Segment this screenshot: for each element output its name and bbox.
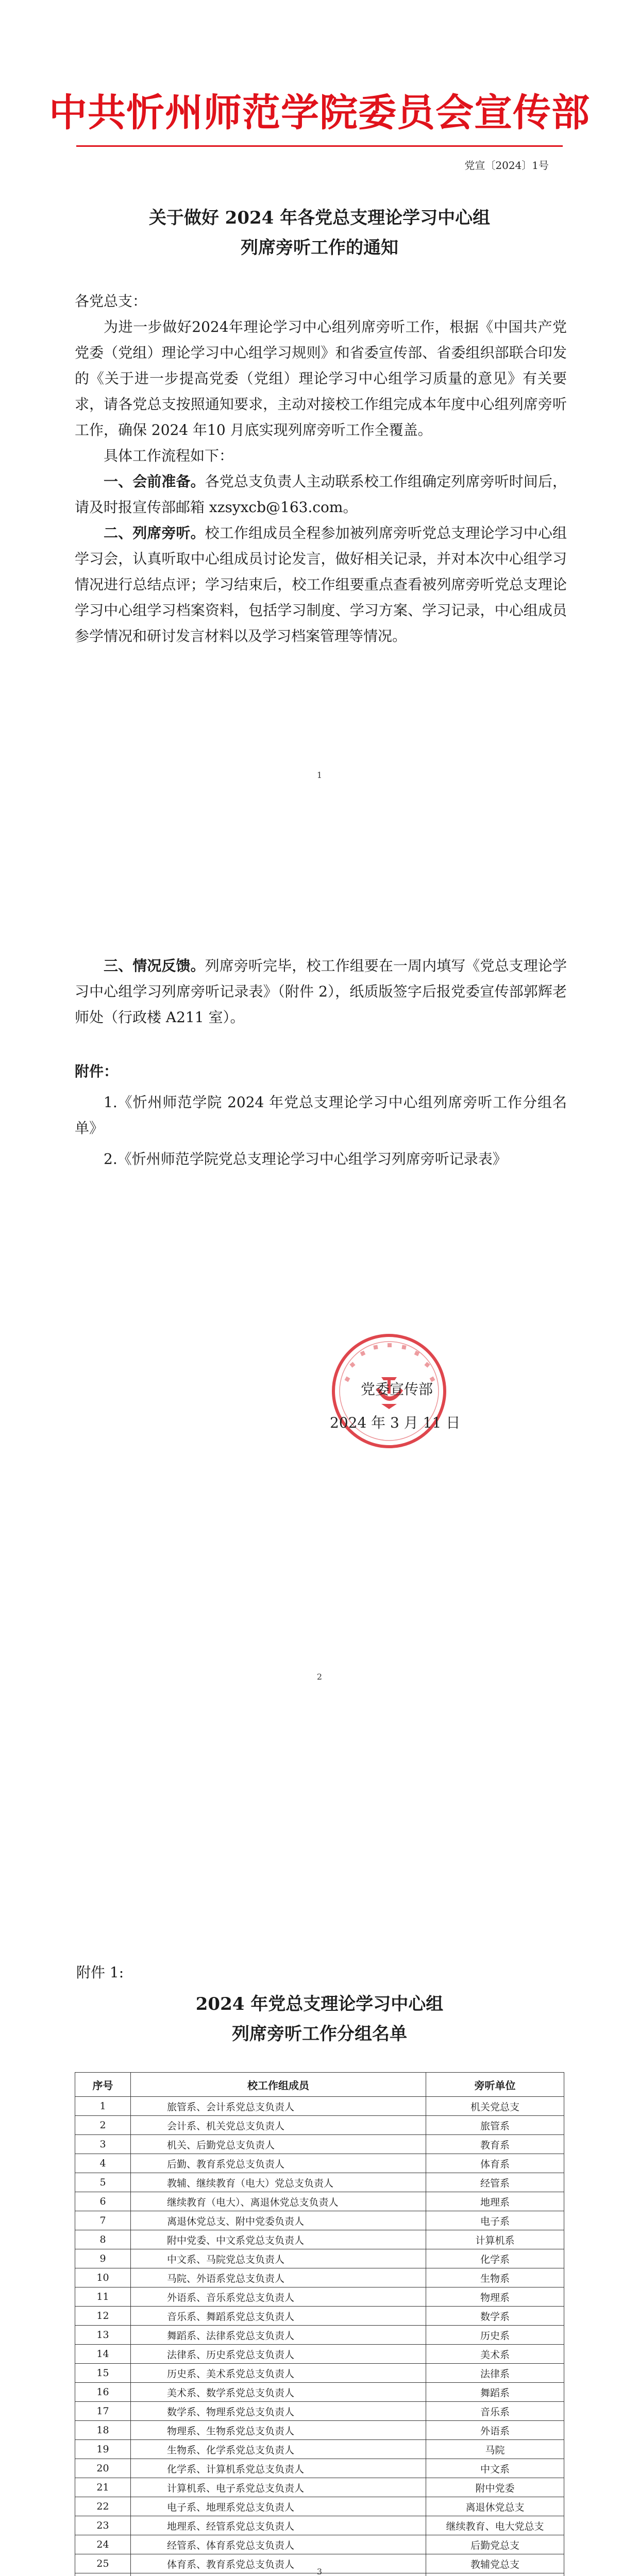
cell-members: 中文系、马院党总支负责人 <box>131 2249 426 2268</box>
notice-body-continued <box>75 953 567 1030</box>
cell-index: 2 <box>75 2116 131 2135</box>
cell-index: 19 <box>75 2440 131 2459</box>
cell-index: 3 <box>75 2135 131 2154</box>
cell-index: 6 <box>75 2192 131 2211</box>
page-number: 1 <box>316 770 323 780</box>
cell-members: 化学系、计算机系党总支负责人 <box>131 2459 426 2478</box>
attachment-item-1: 1.《忻州师范学院 2024 年党总支理论学习中心组列席旁听工作分组名单》 <box>75 1094 567 1137</box>
annex-title-line1: 2024 年党总支理论学习中心组 <box>195 1994 444 2014</box>
salutation: 各党总支： <box>75 293 147 310</box>
paragraph-intro: 为进一步做好2024年理论学习中心组列席旁听工作，根据《中国共产党党委（党组）理论学习中心组学习规则》和省委宣传部、省委组织部联合印发的《关于进一步提高党委（党组）理论学习中心组学习质量的意见》有关要求，请各党总支按照通知要求，主动对接校工作组完成本年度中心组列席旁听工作，确保 2024 年10 月底实现列席旁听工作全覆盖。 <box>75 318 567 438</box>
cell-unit: 历史系 <box>426 2326 564 2345</box>
red-divider-line <box>76 145 563 147</box>
cell-members: 体育系、教育系党总支负责人 <box>131 2554 426 2573</box>
annex-title-line2: 列席旁听工作分组名单 <box>232 2024 407 2044</box>
page-number: 2 <box>316 1672 323 1682</box>
table-row <box>75 2097 564 2116</box>
cell-members: 音乐系、舞蹈系党总支负责人 <box>131 2307 426 2326</box>
cell-unit: 教辅党总支 <box>426 2554 564 2573</box>
cell-members: 机关、后勤党总支负责人 <box>131 2135 426 2154</box>
cell-index: 16 <box>75 2383 131 2402</box>
notice-body <box>75 289 567 649</box>
cell-members: 计算机系、电子系党总支负责人 <box>131 2478 426 2497</box>
column-header-unit: 旁听单位 <box>426 2073 564 2097</box>
cell-index: 23 <box>75 2516 131 2535</box>
step-1-heading: 一、会前准备。 <box>104 473 205 490</box>
cell-index: 24 <box>75 2535 131 2554</box>
cell-members: 附中党委、中文系党总支负责人 <box>131 2230 426 2249</box>
cell-unit: 继续教育、电大党总支 <box>426 2516 564 2535</box>
cell-unit: 旅管系 <box>426 2116 564 2135</box>
table-row <box>75 2268 564 2287</box>
cell-index: 8 <box>75 2230 131 2249</box>
org-header-title: 中共忻州师范学院委员会宣传部 <box>49 91 590 135</box>
signing-organization: 党委宣传部 <box>361 1381 433 1398</box>
cell-unit: 电子系 <box>426 2211 564 2230</box>
table-row <box>75 2173 564 2192</box>
cell-index: 17 <box>75 2402 131 2421</box>
cell-members: 法律系、历史系党总支负责人 <box>131 2345 426 2364</box>
table-header-row <box>75 2073 564 2097</box>
table-row <box>75 2211 564 2230</box>
cell-unit: 地理系 <box>426 2192 564 2211</box>
cell-members: 美术系、数学系党总支负责人 <box>131 2383 426 2402</box>
cell-members: 会计系、机关党总支负责人 <box>131 2116 426 2135</box>
table-row <box>75 2383 564 2402</box>
table-row <box>75 2192 564 2211</box>
table-row <box>75 2154 564 2173</box>
attachment-item-2: 2.《忻州师范学院党总支理论学习中心组学习列席旁听记录表》 <box>104 1150 507 1167</box>
notice-title-line1: 关于做好 2024 年各党总支理论学习中心组 <box>148 208 491 228</box>
cell-index: 12 <box>75 2307 131 2326</box>
cell-index: 21 <box>75 2478 131 2497</box>
table-row <box>75 2287 564 2307</box>
cell-index: 11 <box>75 2287 131 2307</box>
step-3 <box>75 953 567 1030</box>
step-2-text: 校工作组成员全程参加被列席旁听党总支理论学习中心组学习会，认真听取中心组成员讨论发言，做好相关记录，并对本次中心组学习情况进行总结点评；学习结束后，校工作组要重点查看被列席旁听党总支理论学习中心组学习档案资料，包括学习制度、学习方案、学习记录，中心组成员参学情况和研讨发言材料以及学习档案管理等情况。 <box>75 524 567 645</box>
table-row <box>75 2421 564 2440</box>
table-row <box>75 2135 564 2154</box>
step-2-heading: 二、列席旁听。 <box>104 524 205 541</box>
cell-members: 舞蹈系、法律系党总支负责人 <box>131 2326 426 2345</box>
cell-unit: 物理系 <box>426 2287 564 2307</box>
page-2 <box>0 904 639 1807</box>
table-row <box>75 2249 564 2268</box>
cell-index: 20 <box>75 2459 131 2478</box>
cell-members: 马院、外语系党总支负责人 <box>131 2268 426 2287</box>
cell-unit: 教育系 <box>426 2135 564 2154</box>
cell-unit: 数学系 <box>426 2307 564 2326</box>
cell-index: 1 <box>75 2097 131 2116</box>
signing-date: 2024 年 3 月 11 日 <box>330 1414 461 1431</box>
table-row <box>75 2307 564 2326</box>
table-row <box>75 2478 564 2497</box>
table-body <box>75 2097 564 2576</box>
page-number: 3 <box>316 2567 323 2576</box>
cell-unit: 外语系 <box>426 2421 564 2440</box>
cell-unit: 音乐系 <box>426 2402 564 2421</box>
cell-index: 14 <box>75 2345 131 2364</box>
column-header-index: 序号 <box>75 2073 131 2097</box>
cell-unit: 中文系 <box>426 2459 564 2478</box>
cell-members: 历史系、美术系党总支负责人 <box>131 2364 426 2383</box>
cell-members: 经管系、体育系党总支负责人 <box>131 2535 426 2554</box>
cell-index: 18 <box>75 2421 131 2440</box>
cell-unit: 舞蹈系 <box>426 2383 564 2402</box>
cell-members: 离退休党总支、附中党委负责人 <box>131 2211 426 2230</box>
step-3-text: 列席旁听完毕，校工作组要在一周内填写《党总支理论学习中心组学习列席旁听记录表》（附件 2），纸质版签字后报党委宣传部郭辉老师处（行政楼 A211 室）。 <box>75 957 567 1026</box>
paragraph-process: 具体工作流程如下： <box>104 447 234 464</box>
column-header-members: 校工作组成员 <box>131 2073 426 2097</box>
document-number: 党宣〔2024〕1号 <box>464 159 549 172</box>
cell-unit: 化学系 <box>426 2249 564 2268</box>
step-3-heading: 三、情况反馈。 <box>104 957 205 974</box>
cell-members: 数学系、物理系党总支负责人 <box>131 2402 426 2421</box>
notice-title-line2: 列席旁听工作的通知 <box>241 238 398 258</box>
cell-members: 生物系、化学系党总支负责人 <box>131 2440 426 2459</box>
cell-members: 教辅、继续教育（电大）党总支负责人 <box>131 2173 426 2192</box>
cell-index: 4 <box>75 2154 131 2173</box>
cell-unit: 经管系 <box>426 2173 564 2192</box>
cell-unit: 美术系 <box>426 2345 564 2364</box>
table-row <box>75 2516 564 2535</box>
cell-unit: 附中党委 <box>426 2478 564 2497</box>
table-row <box>75 2535 564 2554</box>
cell-unit: 离退休党总支 <box>426 2497 564 2516</box>
group-assignment-table <box>75 2072 564 2576</box>
cell-index: 9 <box>75 2249 131 2268</box>
step-1-text: 各党总支负责人主动联系校工作组确定列席旁听时间后，请及时报宣传部邮箱 xzsyxcb@163.com。 <box>75 473 567 516</box>
cell-index: 13 <box>75 2326 131 2345</box>
cell-index: 5 <box>75 2173 131 2192</box>
cell-members: 后勤、教育系党总支负责人 <box>131 2154 426 2173</box>
cell-members: 旅管系、会计系党总支负责人 <box>131 2097 426 2116</box>
table-row <box>75 2459 564 2478</box>
cell-unit: 马院 <box>426 2440 564 2459</box>
cell-index: 10 <box>75 2268 131 2287</box>
cell-unit: 机关党总支 <box>426 2097 564 2116</box>
cell-unit: 后勤党总支 <box>426 2535 564 2554</box>
table-row <box>75 2364 564 2383</box>
table-row <box>75 2345 564 2364</box>
table-row <box>75 2402 564 2421</box>
attachments-section <box>75 1059 567 1172</box>
cell-members: 物理系、生物系党总支负责人 <box>131 2421 426 2440</box>
table-row <box>75 2116 564 2135</box>
cell-unit: 法律系 <box>426 2364 564 2383</box>
cell-index: 7 <box>75 2211 131 2230</box>
step-1 <box>75 469 567 520</box>
cell-index: 25 <box>75 2554 131 2573</box>
cell-members: 外语系、音乐系党总支负责人 <box>131 2287 426 2307</box>
cell-unit: 体育系 <box>426 2154 564 2173</box>
page-3 <box>0 1807 639 2576</box>
cell-members: 继续教育（电大）、离退休党总支负责人 <box>131 2192 426 2211</box>
cell-members: 电子系、地理系党总支负责人 <box>131 2497 426 2516</box>
cell-index: 22 <box>75 2497 131 2516</box>
cell-index: 15 <box>75 2364 131 2383</box>
table-row <box>75 2326 564 2345</box>
table-row <box>75 2230 564 2249</box>
table-row <box>75 2440 564 2459</box>
attachments-label: 附件： <box>75 1063 119 1080</box>
page-1 <box>0 0 639 904</box>
table-row <box>75 2497 564 2516</box>
cell-unit: 生物系 <box>426 2268 564 2287</box>
step-2 <box>75 520 567 649</box>
cell-unit: 计算机系 <box>426 2230 564 2249</box>
cell-members: 地理系、经管系党总支负责人 <box>131 2516 426 2535</box>
annex-label: 附件 1: <box>76 1964 124 1981</box>
